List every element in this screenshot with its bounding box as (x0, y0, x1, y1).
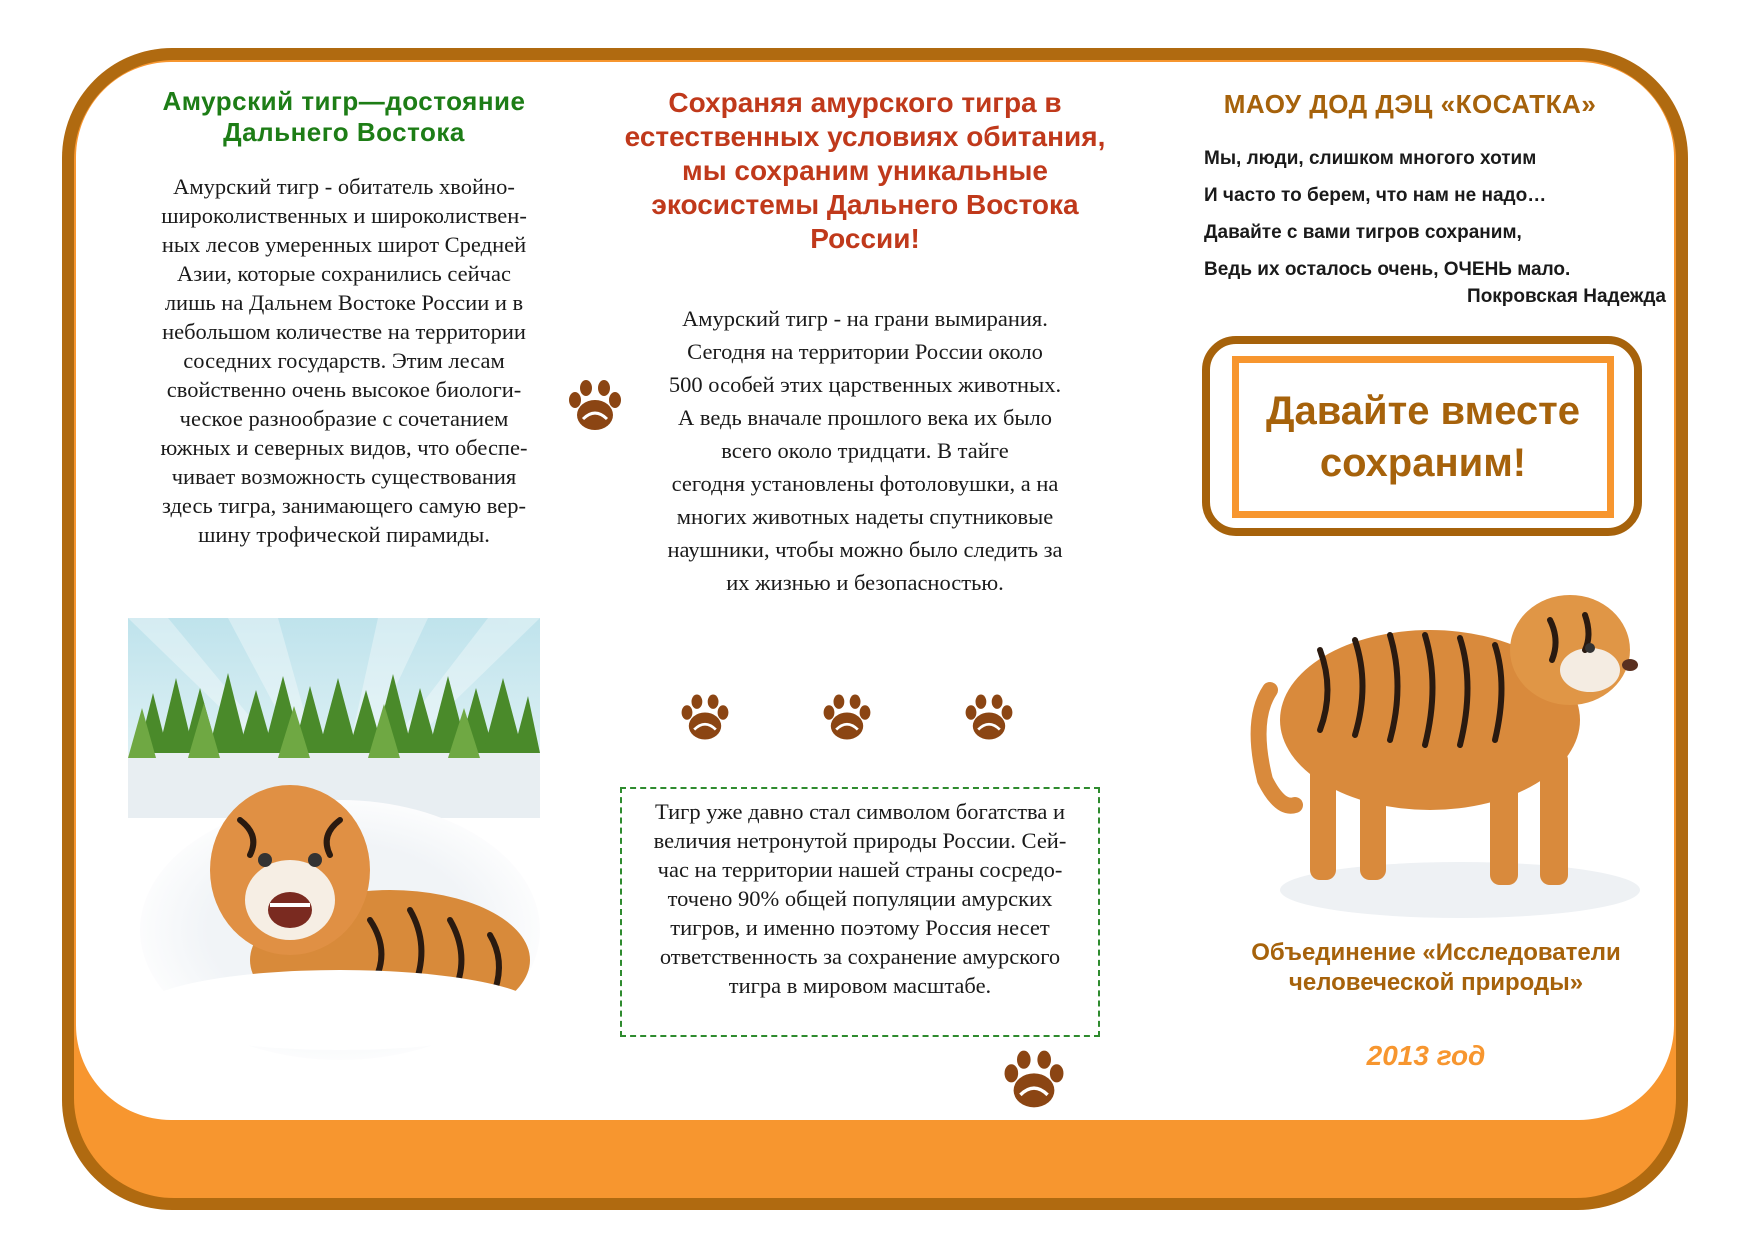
poem-author: Покровская Надежда (1467, 286, 1666, 307)
paw-icon (678, 690, 732, 744)
left-paragraph (124, 172, 564, 549)
text-line: тигра в мировом масштабе. (728, 973, 992, 998)
organization-title: МАОУ ДОД ДЭЦ «КОСАТКА» (1223, 89, 1597, 119)
text-line: небольшом количестве на территории (162, 319, 526, 344)
poem-line: Мы, люди, слишком многого хотим (1204, 148, 1537, 169)
text-line: свойственно очень высокое биологи- (166, 377, 522, 402)
association-line: человеческой природы» (1288, 969, 1584, 996)
association-name (1206, 938, 1666, 998)
poem (1204, 140, 1664, 288)
paw-icon (565, 375, 625, 435)
title-line: мы сохраним уникальные (682, 155, 1048, 186)
title-line: экосистемы Дальнего Востока (651, 189, 1079, 220)
cta-line: Давайте вместе (1265, 389, 1581, 433)
text-line: величия нетронутой природы России. Сей- (653, 828, 1067, 853)
title-line: России! (810, 223, 920, 254)
middle-paragraph (630, 302, 1100, 599)
text-line: наушники, чтобы можно было следить за (667, 537, 1063, 562)
text-line: ческое разнообразие с сочетанием (179, 406, 509, 431)
association-line: Объединение «Исследователи (1251, 939, 1621, 966)
poem-line: Давайте с вами тигров сохраним, (1204, 222, 1522, 243)
text-line: Амурский тигр - обитатель хвойно- (173, 174, 515, 199)
text-line: тигров, и именно поэтому Россия несет (670, 915, 1050, 940)
text-line: южных и северных видов, что обеспе- (160, 435, 528, 460)
text-line: 500 особей этих царственных животных. (668, 372, 1062, 397)
year-label: 2013 год (1366, 1040, 1486, 1071)
poem-line: Ведь их осталось очень, ОЧЕНЬ мало. (1204, 259, 1571, 280)
tiger-standing-image (1240, 560, 1650, 920)
tiger-lying-image (140, 760, 540, 1060)
text-line: час на территории нашей страны сосредо- (657, 857, 1063, 882)
text-line: сегодня установлены фотоловушки, а на (671, 471, 1059, 496)
text-line: Амурский тигр - на грани вымирания. (682, 306, 1048, 331)
text-line: ответственность за сохранение амурского (659, 944, 1061, 969)
text-line: их жизнью и безопасностью. (726, 570, 1004, 595)
left-title: Амурский тигр—достояние Дальнего Востока (162, 86, 526, 147)
text-line: Тигр уже давно стал символом богатства и (654, 799, 1066, 824)
paw-icon (962, 690, 1016, 744)
paw-icon (820, 690, 874, 744)
text-line: шину трофической пирамиды. (198, 522, 490, 547)
cta-line: сохраним! (1319, 441, 1527, 485)
text-line: лишь на Дальнем Востоке России и в (164, 290, 524, 315)
text-line: Азии, которые сохранились сейчас (177, 261, 511, 286)
text-line: соседних государств. Этим лесам (183, 348, 505, 373)
text-line: точено 90% общей популяции амурских (667, 886, 1053, 911)
text-line: широколиственных и широколиствен- (161, 203, 527, 228)
text-line: здесь тигра, занимающего самую вер- (161, 493, 527, 518)
cta-banner (1232, 356, 1614, 518)
poem-line: И часто то берем, что нам не надо… (1204, 185, 1547, 206)
text-line: ных лесов умеренных широт Средней (161, 232, 527, 257)
text-line: А ведь вначале прошлого века их было (677, 405, 1052, 430)
fact-box (620, 787, 1100, 1037)
middle-title (600, 86, 1130, 256)
title-line: естественных условиях обитания, (624, 121, 1106, 152)
text-line: чивает возможность существования (171, 464, 517, 489)
title-line: Сохраняя амурского тигра в (668, 87, 1062, 118)
text-line: всего около тридцати. В тайге (721, 438, 1009, 463)
text-line: многих животных надеты спутниковые (676, 504, 1054, 529)
paw-icon (1000, 1045, 1068, 1113)
text-line: Сегодня на территории России около (687, 339, 1043, 364)
